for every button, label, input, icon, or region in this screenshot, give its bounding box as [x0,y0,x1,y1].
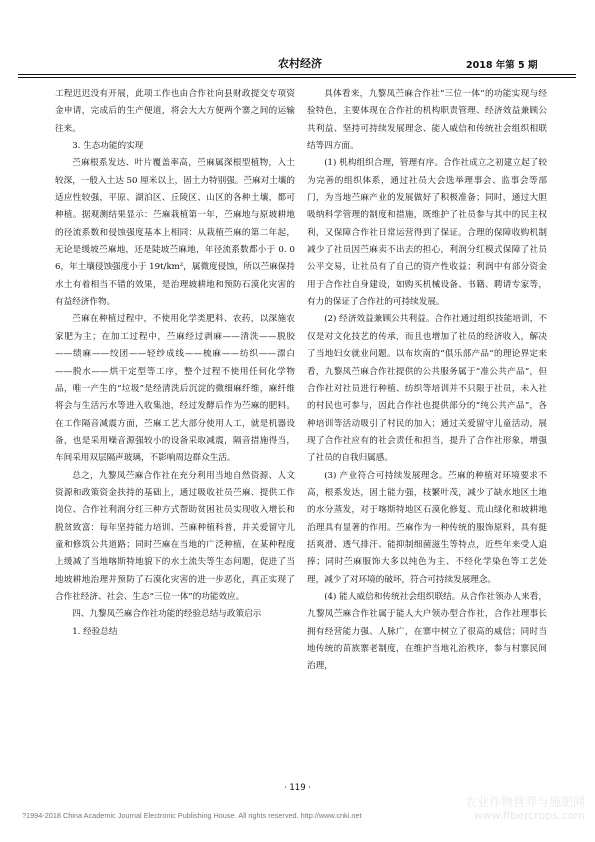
paragraph: 苎麻根系发达、叶片覆盖率高，苎麻属深根型植物，入土较深，一般入土达 50 厘米以上，固土力特别强。苎麻对土壤的适应性较强，平原、湖泊区、丘陵区、山区的各种土壤，都可种植。据观测结果显示：苎麻栽植第一年，苎麻地与原坡耕地的径流系数和侵蚀强度基本上相同：从栽植苎麻的第二年起，无论是缓坡苎麻地，还是陡坡苎麻地，年径流系数都小于 0. 06，年土壤侵蚀强度小于 19t/km²，属微度侵蚀，所以苎麻保持水土有着相当不错的效果，是治理坡耕地和预防石漠化灾害的有益经济作物。 [55,158,295,308]
left-column [55,86,295,641]
copyright-notice: ?1994-2018 China Academic Journal Electronic Publishing House. All rights reserved. http://www.cnki.net [22,811,362,820]
paragraph: (4) 能人威信和传统社会组织联结。从合作社领办人来看，九黎凤苎麻合作社属于能人大户领办型合作社，合作社理事长拥有经营能力强、人脉广，在寨中树立了很高的威信；同时当地传统的苗族寨老制度，在维护当地礼治秩序，参与村寨民间治理， [307,591,547,672]
paragraph: (2) 经济效益兼顾公共利益。合作社通过组织技能培训，不仅是对文化技艺的传承，而且也增加了社员的经济收入，解决了当地妇女就业问题。以布坎南的“俱乐部产品”的理论界定来看，九黎凤苎麻合作社提供的公共服务属于“准公共产品”，但合作社对社员进行种植、纺织等培训并不只限于社员，未入社的村民也可参与，因此合作社也提供部分的“纯公共产品”，各种培训等活动吸引了村民的加入；通过关爱留守儿童活动，展现了合作社应有的社会责任和担当，提升了合作社形象，增强了社员的自我归属感。 [307,314,547,464]
section-heading: 3. 生态功能的实现 [72,141,144,152]
page-number: · 119 · [283,783,312,793]
issue-number: 2018 年第 5 期 [466,60,538,71]
right-column [307,86,547,676]
page-header [0,50,595,70]
watermark-cn: 农业作物营养与施肥网 [464,795,585,809]
paragraph: 具体看来，九黎凤苎麻合作社“三位一体”的功能实现与经验特色，主要体现在合作社的机构职责管理、经济效益兼顾公共利益、坚持可持续发展理念、能人威信和传统社会组织相联结等四方面。 [307,89,547,152]
header-rule-thin [18,77,576,78]
watermark-url: www.fibercrops.com [473,809,585,822]
paragraph: 工程迟迟没有开展，此项工作也由合作社向县财政提交专项资金申请，完成后的生产便道，将会大大方便两个寨之间的运输往来。 [55,89,295,134]
paragraph: (3) 产业符合可持续发展理念。苎麻的种植对环境要求不高，根系发达，固土能力强，枝繁叶茂，减少了缺水地区土地的水分蒸发，对于喀斯特地区石漠化修复、荒山绿化和坡耕地治理具有显著的作用。苎麻作为一种传统的服饰原料，具有挺括爽滑、透气排汗、能抑制细菌滋生等特点，近些年来受人追捧；同时苎麻服饰大多以纯色为主、不经化学染色等工艺处理，减少了对环境的破坏，符合可持续发展理念。 [307,470,547,585]
header-rule-thick [18,74,576,75]
paragraph: 苎麻在种植过程中，不使用化学类肥料、农药，以深施农家肥为主；在加工过程中，苎麻经过剥麻——清洗——脱胶——绩麻——绞团——轻纱成线——梳麻——纺织——漂白——脱水——烘干定型等工序，整个过程不使用任何化学物品，唯一产生的“垃圾”是经清洗后沉淀的微细麻纤维，麻纤维将会与生活污水等进入收集池，经过发酵后作为苎麻的肥料。在工作隔音减震方面，苎麻工艺大部分使用人工，就是机器设备，也是采用噪音源强较小的设备采取减震，隔音措施得当，车间采用双层隔声玻璃，不影响周边群众生活。 [55,314,295,464]
journal-title: 农村经济 [278,57,322,70]
subsection-heading: 1. 经验总结 [72,626,118,637]
paragraph: (1) 机构组织合理，管理有序。合作社成立之初建立起了较为完善的组织体系，通过社员大会选举理事会、监事会等部门，为当地苎麻产业的发展做好了积极准备；同时，通过大胆吸纳科学管理的制度和措施，既维护了社员参与其中的民主权利，又保障合作社日常运营得到了保证。合理的保障收购机制减少了社员因苎麻卖不出去的担心，利润分红模式保障了社员公平交易，让社员有了自己的资产性收益；利润中有部分资金用于合作社自身建设，如购买机械设备、书籍、聘请专家等，有力的保证了合作社的可持续发展。 [307,158,547,308]
section-heading: 四、九黎凤苎麻合作社功能的经验总结与政策启示 [72,609,262,620]
site-watermark [455,795,585,823]
paragraph: 总之，九黎凤苎麻合作社在充分利用当地自然资源、人文资源和政策资金扶持的基础上，通过吸收社员苎麻、提供工作岗位、合作社利润分红三种方式帮助贫困社员实现收入增长和脱贫致富：每年坚持能力培训、苎麻种植科普，并关爱留守儿童和修筑公共道路；同时苎麻在当地的广泛种植，在某种程度上缓减了当地喀斯特地貌下的水土流失等生态问题，促进了当地坡耕地治理并预防了石漠化灾害的进一步恶化，真正实现了合作社经济、社会、生态“三位一体”的功能效应。 [55,470,295,602]
